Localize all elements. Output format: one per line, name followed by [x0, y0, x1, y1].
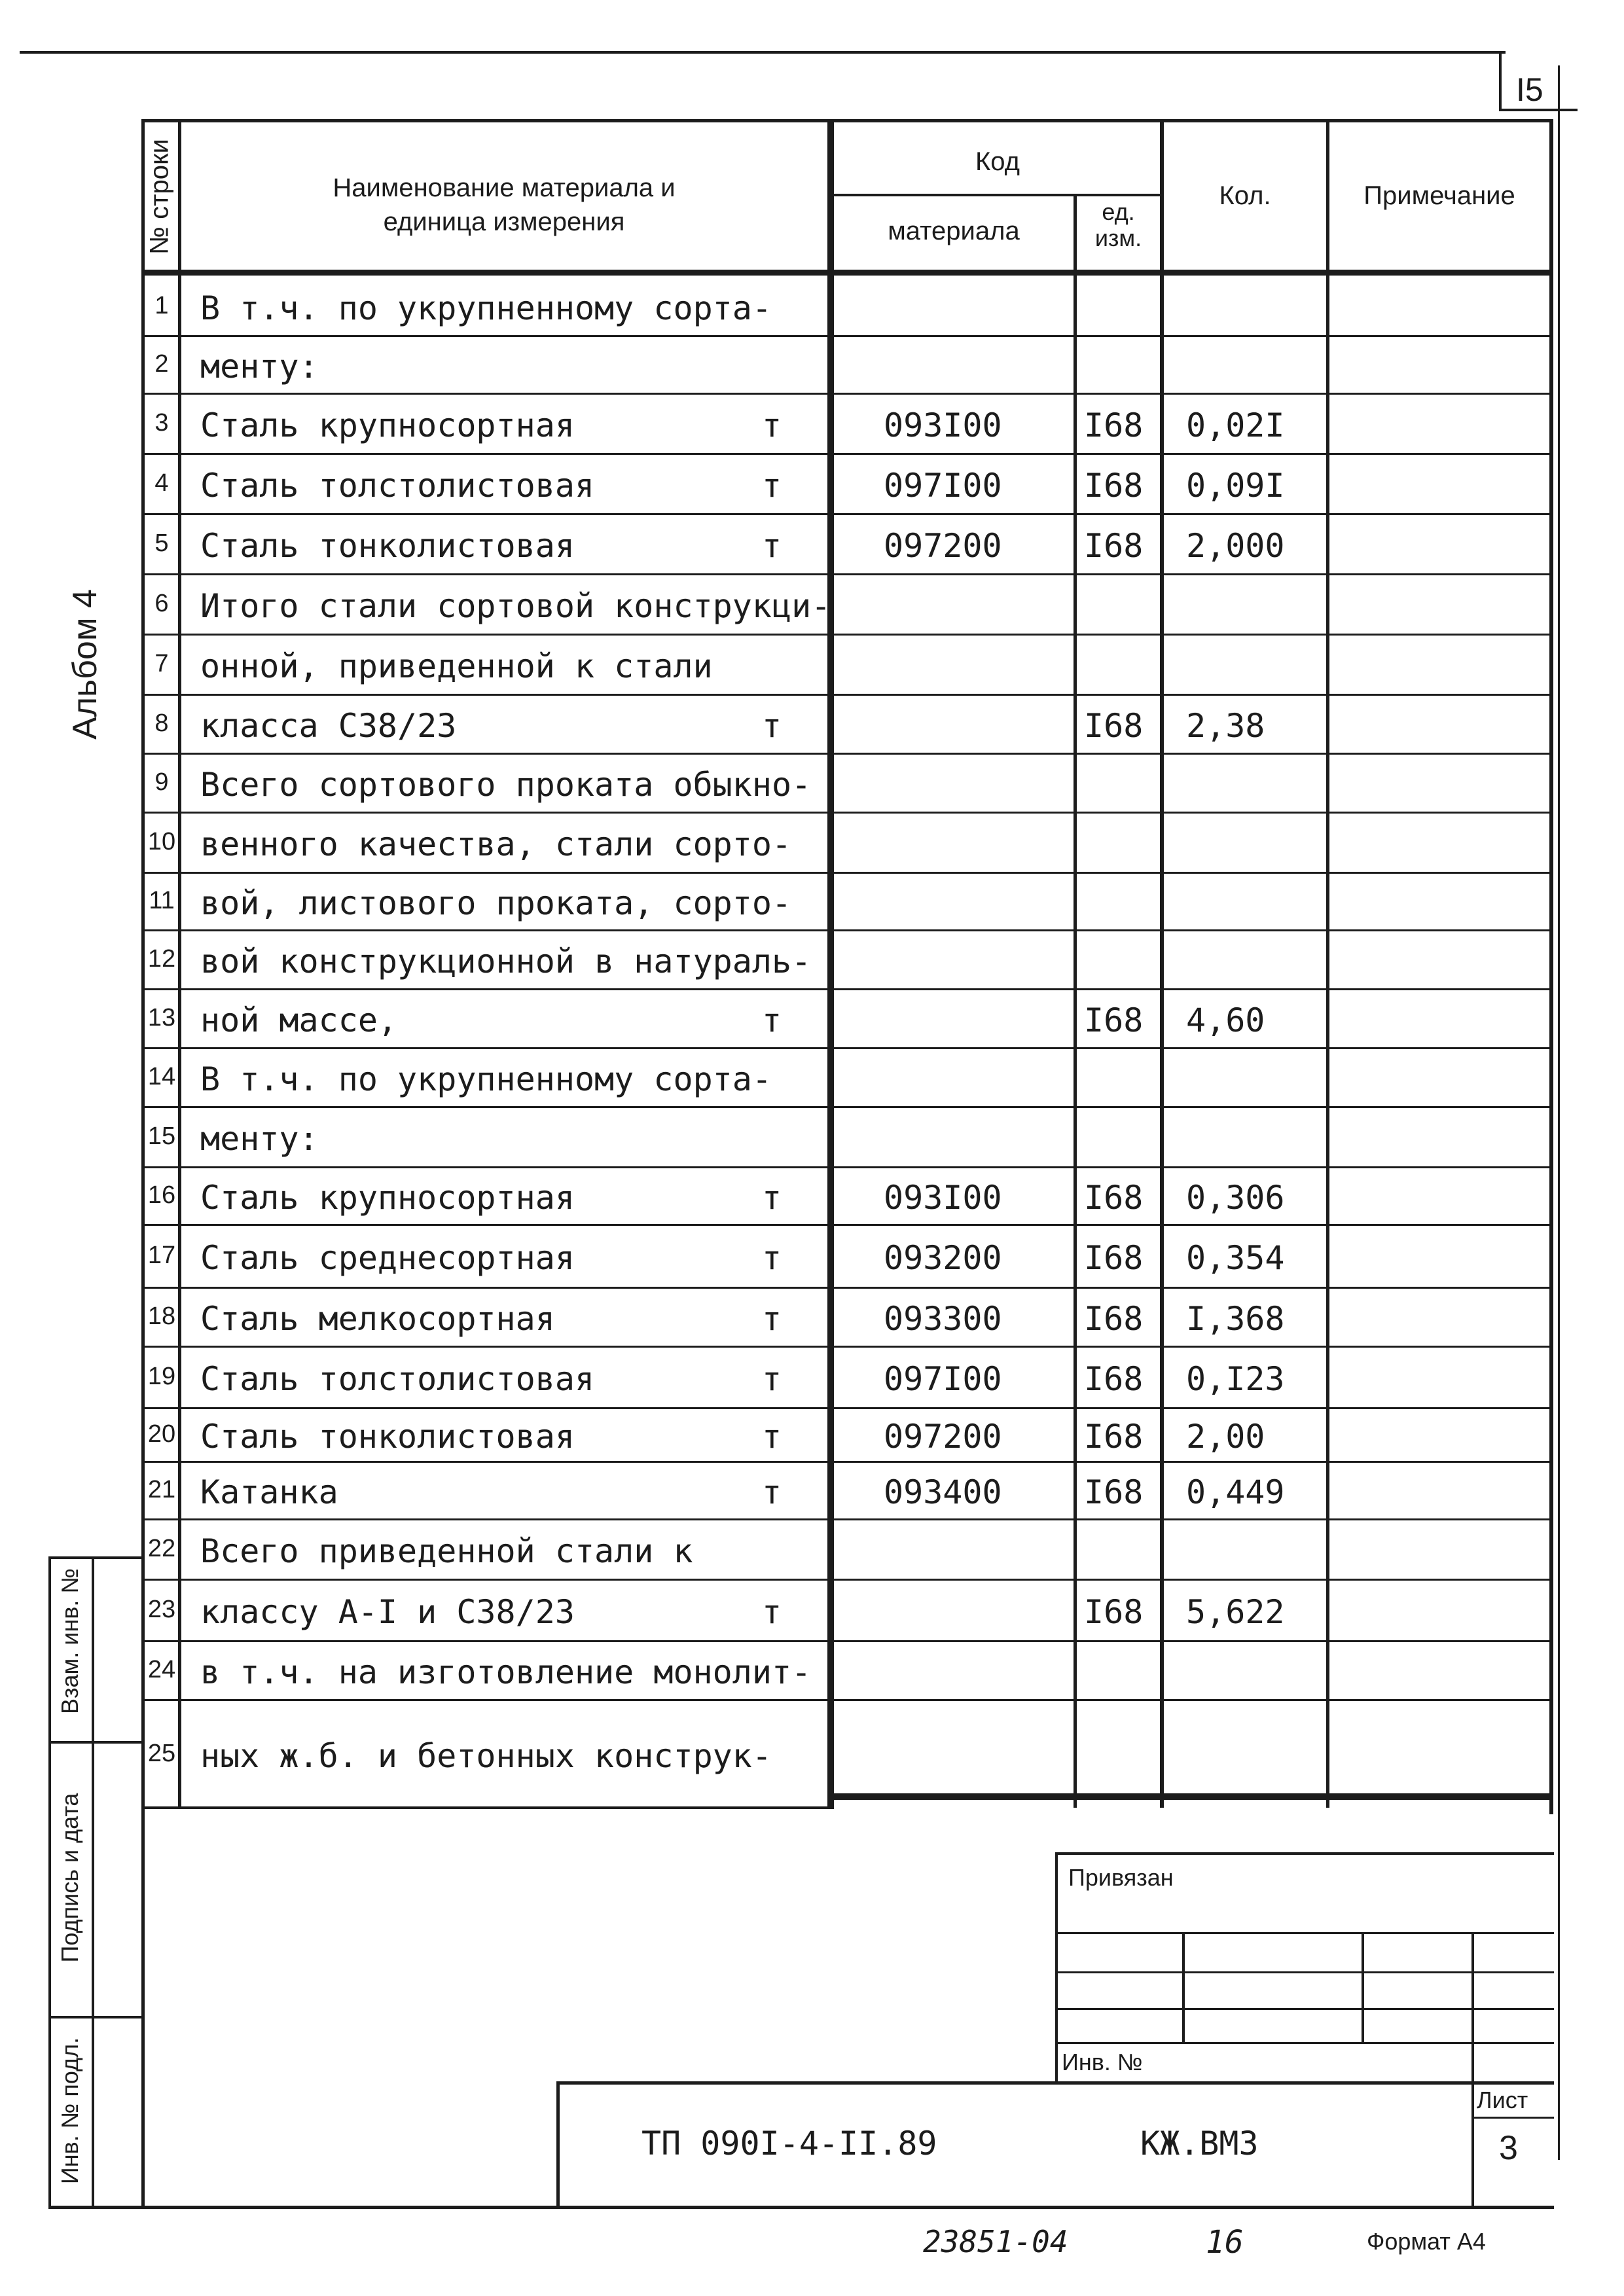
- table-right-border: [1549, 119, 1553, 1814]
- format-label: Формат А4: [1367, 2228, 1486, 2255]
- privyazan-line2: [1055, 1971, 1554, 1973]
- row-number: 9: [154, 768, 169, 796]
- row-material-name: вой конструкционной в натураль-: [200, 942, 812, 980]
- row-quantity: 2,00: [1186, 1418, 1265, 1456]
- stamp-inv-podl: Инв. № подл.: [56, 2037, 83, 2185]
- row-material-name: Всего сортового проката обыкно-: [200, 766, 812, 804]
- privyazan-top: [1055, 1852, 1554, 1855]
- row-quantity: 0,306: [1186, 1179, 1285, 1217]
- row-number: 6: [154, 590, 169, 617]
- row-material-name: Сталь мелкосортная: [200, 1300, 555, 1338]
- row-quantity: 0,I23: [1186, 1360, 1285, 1398]
- row-quantity: 0,354: [1186, 1239, 1285, 1277]
- header-name-line2: единица измерения: [383, 207, 625, 236]
- header-material: материала: [888, 217, 1020, 245]
- row-number: 2: [154, 350, 169, 378]
- row-number: 3: [154, 409, 169, 437]
- table-bottom-border: [827, 1793, 1553, 1800]
- row-unit-code: I68: [1084, 1593, 1144, 1631]
- table-top-border: [141, 119, 1553, 122]
- row-material-name: Сталь среднесортная: [200, 1239, 575, 1277]
- row-divider: [141, 634, 1551, 636]
- row-divider: [141, 513, 1551, 515]
- row-material-name: менту:: [200, 348, 319, 386]
- corner-box-right: [1558, 65, 1560, 2160]
- row-unit-letter: т: [762, 406, 782, 444]
- left-stamp-bottom: [48, 2206, 1554, 2209]
- privyazan-line1: [1055, 1932, 1554, 1934]
- row-material-name: Итого стали сортовой конструкци-: [200, 587, 831, 625]
- row-quantity: 5,622: [1186, 1593, 1285, 1631]
- row-material-code: 097200: [884, 1418, 1002, 1456]
- title-box-top: [556, 2081, 1554, 2085]
- row-divider: [141, 988, 1551, 990]
- col-note-line: [1326, 119, 1329, 1808]
- row-unit-code: I68: [1084, 467, 1144, 505]
- row-material-name: Сталь крупносортная: [200, 1179, 575, 1217]
- row-unit-letter: т: [762, 1593, 782, 1631]
- archive-number: 23851-04: [923, 2224, 1068, 2259]
- title-box-list-sep: [1471, 2081, 1474, 2207]
- row-divider: [141, 1518, 1551, 1520]
- row-number: 14: [147, 1063, 176, 1090]
- row-unit-code: I68: [1084, 1300, 1144, 1338]
- row-number: 13: [147, 1004, 176, 1031]
- stamp-vzam-inv: Взам. инв. №: [56, 1568, 83, 1714]
- row-material-code: 093400: [884, 1473, 1002, 1511]
- row-divider: [141, 929, 1551, 931]
- row-number: 10: [147, 828, 176, 855]
- row-material-name: в т.ч. на изготовление монолит-: [200, 1653, 812, 1691]
- title-box-list-line: [1471, 2117, 1554, 2119]
- top-rule: [20, 51, 1506, 54]
- row-number: 8: [154, 709, 169, 737]
- row-quantity: I,368: [1186, 1300, 1285, 1338]
- row-unit-code: I68: [1084, 406, 1144, 444]
- row-divider: [141, 753, 1551, 755]
- row-unit-letter: т: [762, 1239, 782, 1277]
- row-material-code: 093I00: [884, 1179, 1002, 1217]
- row-quantity: 0,449: [1186, 1473, 1285, 1511]
- row-unit-letter: т: [762, 527, 782, 565]
- privyazan-left: [1055, 1852, 1058, 2081]
- row-unit-code: I68: [1084, 1418, 1144, 1456]
- page-number: 16: [1206, 2224, 1244, 2261]
- row-material-code: 097200: [884, 527, 1002, 565]
- list-number: 3: [1499, 2129, 1518, 2167]
- list-label: Лист: [1477, 2087, 1528, 2113]
- row-divider: [141, 694, 1551, 696]
- row-unit-letter: т: [762, 1001, 782, 1039]
- row-divider: [141, 335, 1551, 337]
- privyazan-col3: [1471, 1932, 1474, 2081]
- row-number: 25: [147, 1740, 176, 1767]
- row-number: 20: [147, 1420, 176, 1448]
- row-material-name: менту:: [200, 1120, 319, 1158]
- row-unit-code: I68: [1084, 1473, 1144, 1511]
- row-material-name: Сталь тонколистовая: [200, 527, 575, 565]
- row-unit-letter: т: [762, 1360, 782, 1398]
- row-unit-letter: т: [762, 1418, 782, 1456]
- row-number: 17: [147, 1242, 176, 1269]
- row-divider: [141, 393, 1551, 395]
- row-quantity: 0,09I: [1186, 467, 1285, 505]
- header-note: Примечание: [1363, 181, 1515, 210]
- privyazan-line3: [1055, 2008, 1554, 2010]
- row-material-name: Сталь толстолистовая: [200, 467, 595, 505]
- left-stamp-outer: [48, 1556, 51, 2208]
- row-divider: [141, 1346, 1551, 1348]
- row-number: 22: [147, 1535, 176, 1562]
- row-material-name: венного качества, стали сорто-: [200, 825, 792, 863]
- row-unit-letter: т: [762, 1473, 782, 1511]
- document-mark: КЖ.ВМЗ: [1140, 2125, 1259, 2162]
- code-subheader-line: [830, 194, 1163, 196]
- row-material-name: онной, приведенной к стали: [200, 647, 713, 685]
- row-unit-code: I68: [1084, 1239, 1144, 1277]
- row-divider: [141, 812, 1551, 814]
- row-unit-code: I68: [1084, 527, 1144, 565]
- row-number: 24: [147, 1656, 176, 1683]
- row-material-name: ных ж.б. и бетонных конструк-: [200, 1737, 772, 1775]
- row-material-code: 093300: [884, 1300, 1002, 1338]
- row-number: 19: [147, 1363, 176, 1390]
- row-number: 15: [147, 1122, 176, 1150]
- corner-sheet-number: I5: [1516, 71, 1543, 108]
- row-divider: [141, 1106, 1551, 1108]
- corner-box-border: [1499, 51, 1502, 110]
- left-stamp-mid: [92, 1556, 94, 2208]
- title-box-left: [556, 2081, 560, 2207]
- col-qty-line: [1160, 119, 1164, 1808]
- corner-box-bottom: [1499, 109, 1578, 111]
- row-material-name: Катанка: [200, 1473, 338, 1511]
- header-row-number: № строки: [145, 139, 174, 255]
- row-unit-letter: т: [762, 1300, 782, 1338]
- album-label: Альбом 4: [66, 589, 104, 740]
- row-material-name: Всего приведенной стали к: [200, 1532, 693, 1570]
- row-quantity: 2,38: [1186, 707, 1265, 745]
- row-divider: [141, 1287, 1551, 1289]
- row-divider: [141, 872, 1551, 874]
- row-material-code: 097I00: [884, 467, 1002, 505]
- row-unit-letter: т: [762, 467, 782, 505]
- row-number: 11: [149, 887, 175, 914]
- row-unit-code: I68: [1084, 1001, 1144, 1039]
- row-divider: [141, 1224, 1551, 1226]
- col-material-line: [827, 119, 834, 1808]
- row-divider: [141, 573, 1551, 575]
- row-material-name: вой, листового проката, сорто-: [200, 884, 792, 922]
- header-code: Код: [975, 147, 1020, 176]
- row-number: 12: [147, 945, 176, 973]
- row-unit-letter: т: [762, 1179, 782, 1217]
- row-material-name: В т.ч. по укрупненному сорта-: [200, 289, 772, 327]
- row-unit-code: I68: [1084, 1179, 1144, 1217]
- privyazan-line4: [1055, 2042, 1554, 2044]
- row-number: 7: [154, 650, 169, 677]
- row-material-name: класса С38/23: [200, 707, 457, 745]
- header-name-line1: Наименование материала и: [333, 173, 676, 202]
- row-material-code: 097I00: [884, 1360, 1002, 1398]
- privyazan-col2: [1362, 1932, 1364, 2043]
- header-unit-line1: ед.: [1102, 198, 1135, 225]
- row-divider: [141, 1047, 1551, 1049]
- row-divider: [141, 1461, 1551, 1463]
- row-number: 18: [147, 1302, 176, 1330]
- row-material-name: классу А-I и С38/23: [200, 1593, 575, 1631]
- row-material-name: ной массе,: [200, 1001, 398, 1039]
- left-stamp-top: [48, 1556, 144, 1559]
- row-divider: [141, 1579, 1551, 1581]
- row-material-name: Сталь тонколистовая: [200, 1418, 575, 1456]
- privyazan-label: Привязан: [1068, 1864, 1174, 1891]
- header-bottom-border: [141, 270, 1553, 276]
- table-bottom-left: [141, 1806, 834, 1809]
- row-material-code: 093200: [884, 1239, 1002, 1277]
- row-unit-code: I68: [1084, 1360, 1144, 1398]
- header-qty: Кол.: [1219, 181, 1271, 210]
- row-quantity: 0,02I: [1186, 406, 1285, 444]
- row-divider: [141, 1699, 1551, 1701]
- row-unit-code: I68: [1084, 707, 1144, 745]
- row-material-code: 093I00: [884, 406, 1002, 444]
- stamp-podpis-data: Подпись и дата: [56, 1793, 83, 1963]
- document-code: ТП 090I-4-II.89: [641, 2125, 937, 2162]
- row-number: 16: [147, 1181, 176, 1209]
- row-material-name: Сталь толстолистовая: [200, 1360, 595, 1398]
- row-divider: [141, 1407, 1551, 1409]
- privyazan-col1: [1182, 1932, 1185, 2043]
- row-divider: [141, 1166, 1551, 1168]
- left-stamp-sep1: [48, 1741, 144, 1744]
- row-number: 4: [154, 469, 169, 497]
- row-number: 23: [147, 1596, 176, 1623]
- row-material-name: В т.ч. по укрупненному сорта-: [200, 1060, 772, 1098]
- left-stamp-sep2: [48, 2016, 144, 2018]
- row-unit-letter: т: [762, 707, 782, 745]
- row-quantity: 2,000: [1186, 527, 1285, 565]
- header-unit-line2: изм.: [1094, 224, 1142, 251]
- row-quantity: 4,60: [1186, 1001, 1265, 1039]
- row-material-name: Сталь крупносортная: [200, 406, 575, 444]
- row-divider: [141, 453, 1551, 455]
- inv-no-label: Инв. №: [1062, 2049, 1143, 2075]
- row-number: 1: [154, 292, 169, 319]
- row-number: 21: [147, 1476, 176, 1503]
- col-unit-line: [1074, 194, 1077, 1808]
- row-divider: [141, 1640, 1551, 1642]
- row-number: 5: [154, 529, 169, 557]
